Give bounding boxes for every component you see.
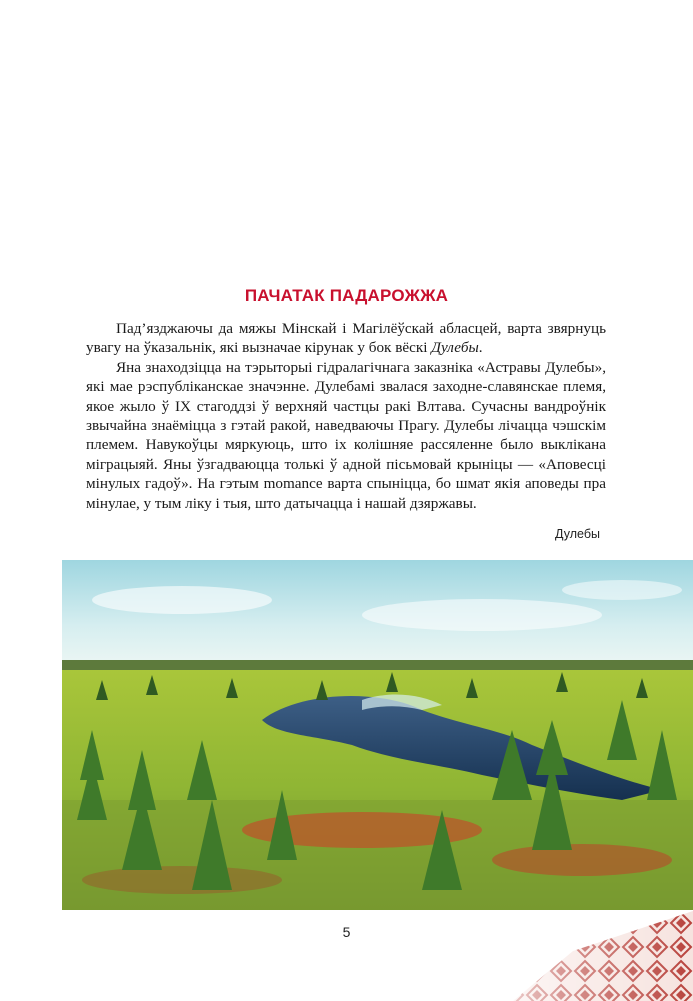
paragraph-1-italic: Дулебы [431,339,479,357]
paragraph-1 [86,319,606,358]
paragraph-2: Яна знаходзіцца на тэрыторыі гідралагічнага заказніка «Астравы Дулебы», які мае рэспубліканскае значэнне. Дулебамі звалася заходне-славянскае племя, якое жыло ў IX стагоддзі ў верхняй частцы ракі Влтава. Сучасны вандроўнік звычайна знаёміцца з гэтай ракой, наведваючы Прагу. Дулебы лічацца чэшскім племем. Навукоўцы мяркуюць, што іх колішняе рассяленне было выклікана міграцыяй. Яны ўзгадваюцца толькі ў адной пісьмовай крыніцы — «Аповесці мінулых гадоў». На гэтым momance варта спыніцца, бо шмат якія аповеды пра мінулае, у тым ліку і тыя, што датычацца і нашай дзяржавы. [86,358,606,512]
photo-caption: Дулебы [555,527,600,541]
section-title: ПАЧАТАК ПАДАРОЖЖА [244,286,449,305]
embroidery-ornament [453,911,693,1001]
landscape-photo [62,560,693,910]
paragraph-1-text: Пад’язджаючы да мяжы Мінскай і Магілёўскай абласцей, варта звярнуць увагу на ўказальнік, які вызначае кірунак у бок вёскі [86,320,606,357]
body-text [86,319,606,513]
paragraph-1-end: . [478,339,483,357]
page-number: 5 [342,924,351,940]
